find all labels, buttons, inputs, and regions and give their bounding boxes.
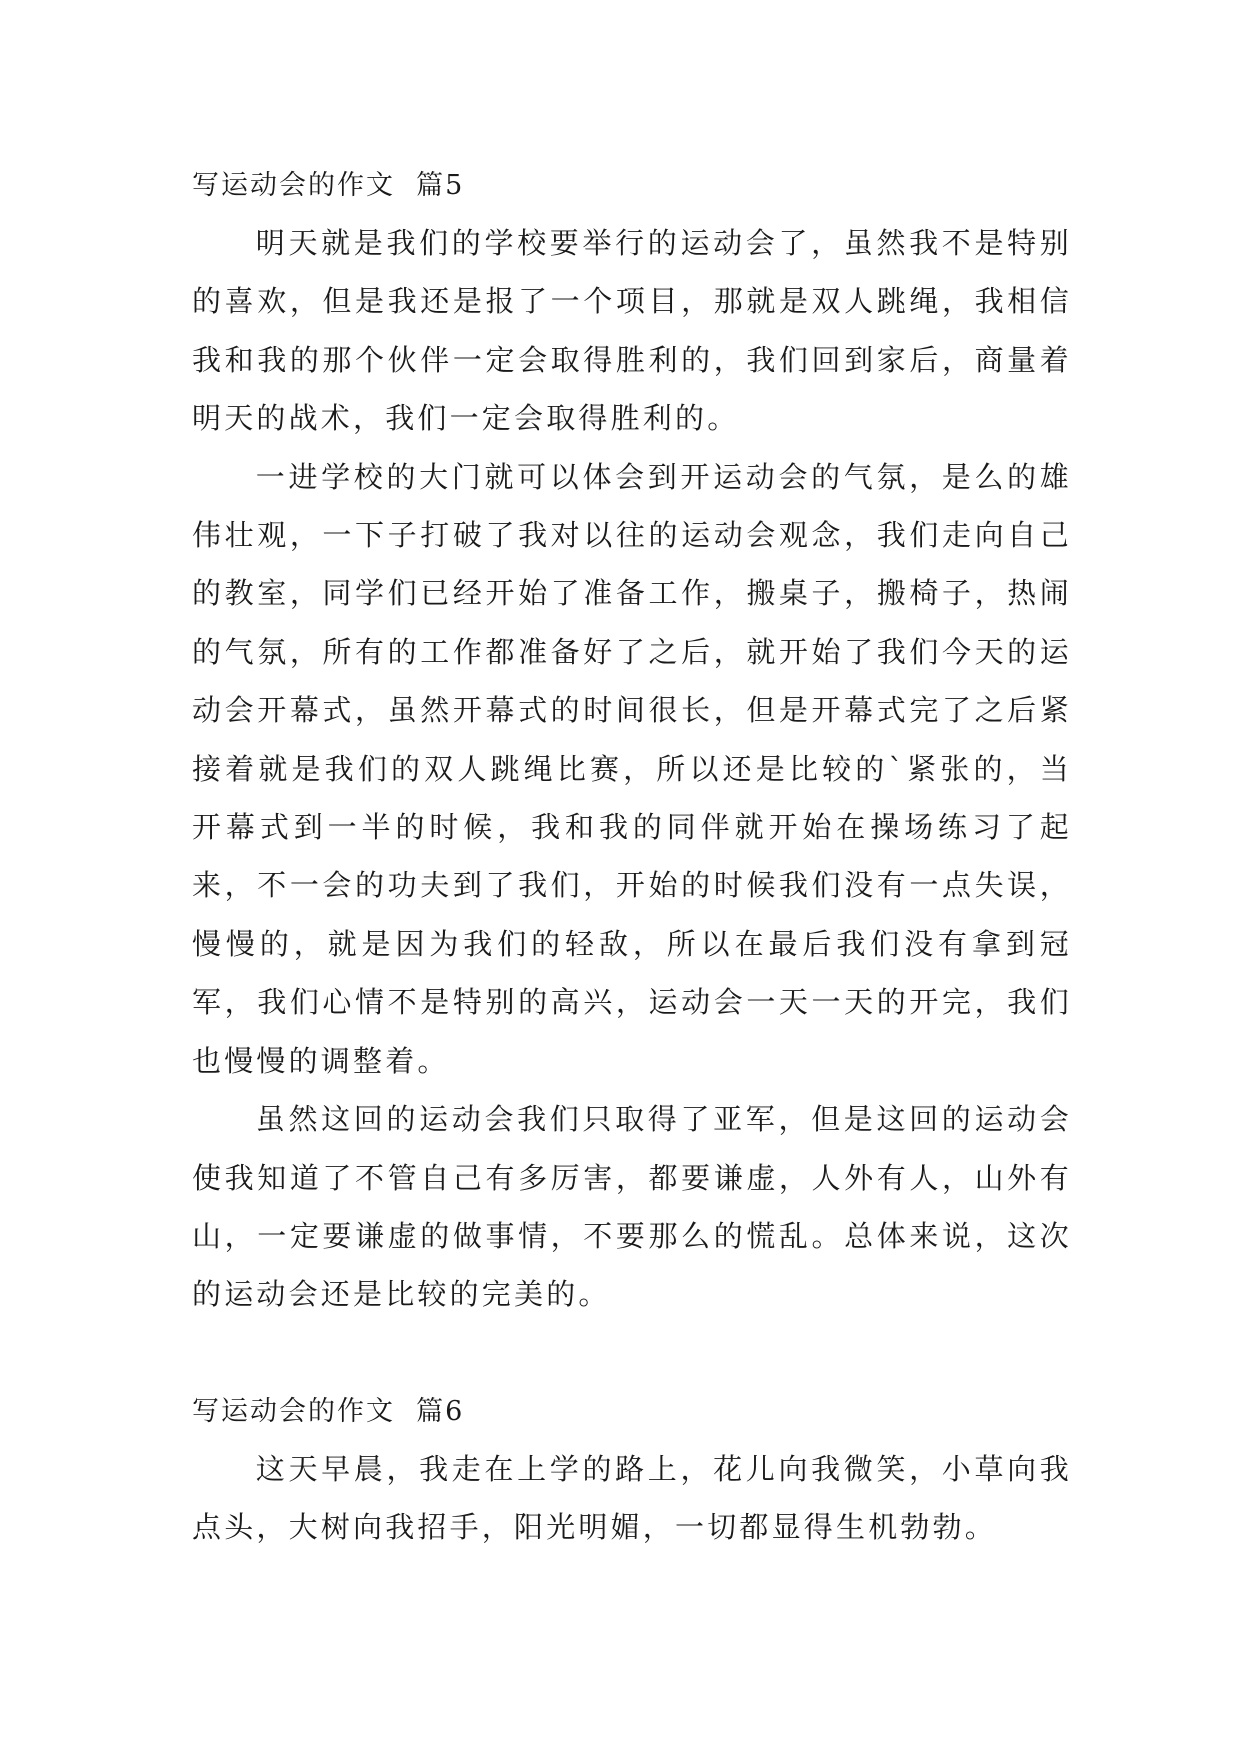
section-5-paragraph-3: 虽然这回的运动会我们只取得了亚军，但是这回的运动会使我知道了不管自己有多厉害，都要谦虚，人外有人，山外有山，一定要谦虚的做事情，不要那么的慌乱。总体来说，这次的运动会还是比较的完美的。 <box>192 1102 1072 1312</box>
section-5-paragraph-2: 一进学校的大门就可以体会到开运动会的气氛，是么的雄伟壮观，一下子打破了我对以往的运动会观念，我们走向自己的教室，同学们已经开始了准备工作，搬桌子，搬椅子，热闹的气氛，所有的工作都准备好了之后，就开始了我们今天的运动会开幕式，虽然开幕式的时间很长，但是开幕式完了之后紧接着就是我们的双人跳绳比赛，所以还是比较的`紧张的，当开幕式到一半的时候，我和我的同伴就开始在操场练习了起来，不一会的功夫到了我们，开始的时候我们没有一点失误，慢慢的，就是因为我们的轻敌，所以在最后我们没有拿到冠军，我们心情不是特别的高兴，运动会一天一天的开完，我们也慢慢的调整着。 <box>192 459 1072 1078</box>
section-5-paragraph-1: 明天就是我们的学校要举行的运动会了，虽然我不是特别的喜欢，但是我还是报了一个项目，那就是双人跳绳，我相信我和我的那个伙伴一定会取得胜利的，我们回到家后，商量着明天的战术，我们一定会取得胜利的。 <box>192 226 1072 436</box>
section-spacer <box>192 1324 1072 1384</box>
section-5-heading: 写运动会的作文 篇5 <box>192 170 465 201</box>
section-6-paragraph-1: 这天早晨，我走在上学的路上，花儿向我微笑，小草向我点头，大树向我招手，阳光明媚，一切都显得生机勃勃。 <box>192 1451 1072 1545</box>
document-body <box>192 158 1072 1557</box>
section-6-heading: 写运动会的作文 篇6 <box>192 1395 465 1427</box>
